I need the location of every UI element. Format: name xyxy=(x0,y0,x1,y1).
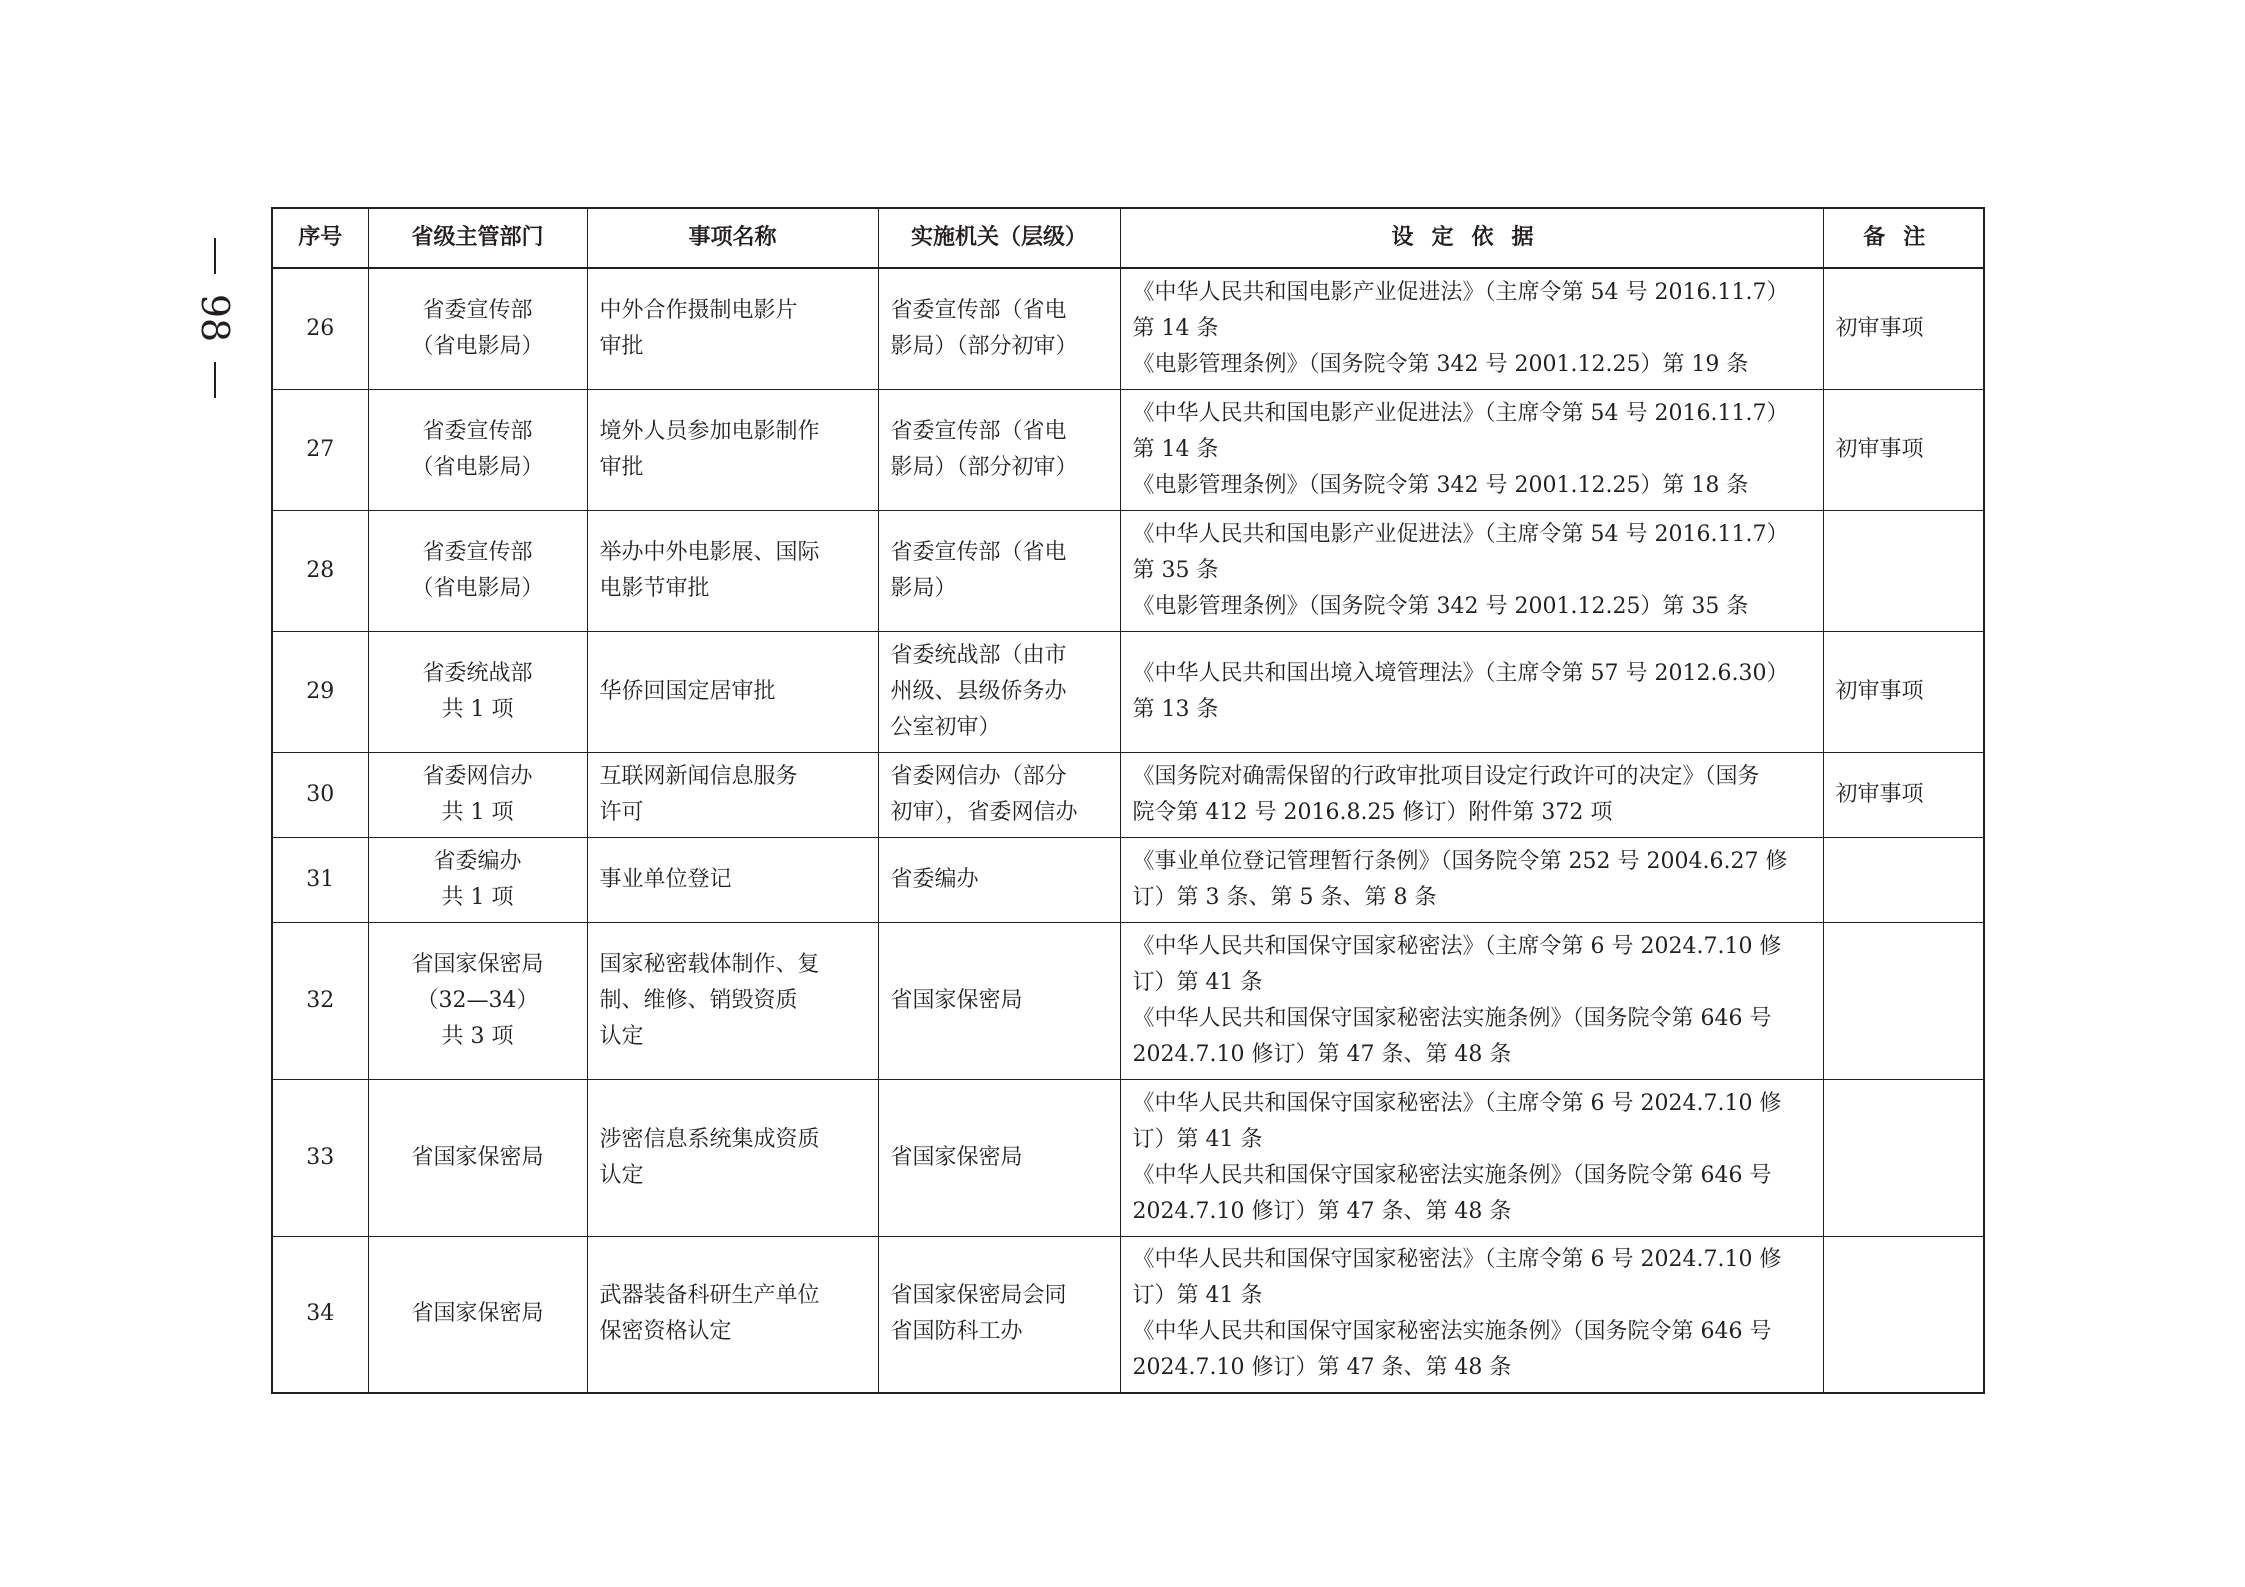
cell-basis-line: 《中华人民共和国电影产业促进法》（主席令第 54 号 2016.11.7） xyxy=(1132,279,1789,305)
cell-basis-line: 订）第 41 条 xyxy=(1132,969,1263,995)
cell-name xyxy=(587,1236,878,1393)
cell-note: 初审事项 xyxy=(1823,631,1984,752)
cell-name-line: 许可 xyxy=(599,799,644,825)
cell-no: 32 xyxy=(272,922,368,1079)
cell-basis-line: 《中华人民共和国保守国家秘密法实施条例》（国务院令第 646 号 xyxy=(1132,1005,1772,1031)
cell-name xyxy=(587,1079,878,1236)
cell-name-line: 认定 xyxy=(599,1162,644,1188)
cell-basis xyxy=(1120,1079,1823,1236)
cell-basis xyxy=(1120,922,1823,1079)
cell-org-line: 州级、县级侨务办 xyxy=(890,678,1067,704)
cell-name-line: 境外人员参加电影制作 xyxy=(599,418,820,444)
cell-org-line: 省国防科工办 xyxy=(890,1319,1023,1345)
cell-org-line: 省委编办 xyxy=(890,866,979,892)
cell-name-line: 涉密信息系统集成资质 xyxy=(599,1126,820,1152)
cell-basis-line: 《中华人民共和国保守国家秘密法》（主席令第 6 号 2024.7.10 修 xyxy=(1132,933,1782,959)
cell-org xyxy=(878,752,1120,837)
cell-org-line: 影局）（部分初审） xyxy=(890,454,1078,480)
cell-dept-line: 共 3 项 xyxy=(441,1023,514,1049)
cell-basis-line: 《事业单位登记管理暂行条例》（国务院令第 252 号 2004.6.27 修 xyxy=(1132,848,1788,874)
approval-items-table xyxy=(271,207,1985,1394)
cell-dept-line: 省委宣传部 xyxy=(422,539,533,565)
cell-name-line: 认定 xyxy=(599,1023,644,1049)
cell-name-line: 国家秘密载体制作、复 xyxy=(599,951,820,977)
cell-dept-line: （省电影局） xyxy=(411,454,544,480)
cell-basis-line: 院令第 412 号 2016.8.25 修订）附件第 372 项 xyxy=(1132,799,1613,825)
cell-dept-line: 省委统战部 xyxy=(422,660,533,686)
page-number xyxy=(190,238,240,398)
cell-dept xyxy=(368,922,587,1079)
cell-no: 33 xyxy=(272,1079,368,1236)
cell-basis-line: 2024.7.10 修订）第 47 条、第 48 条 xyxy=(1132,1041,1512,1067)
table-header-row xyxy=(272,208,1984,268)
cell-org-line: 省委统战部（由市 xyxy=(890,642,1067,668)
cell-org-line: 影局）（部分初审） xyxy=(890,333,1078,359)
table-row xyxy=(272,510,1984,631)
cell-basis-line: 《电影管理条例》（国务院令第 342 号 2001.12.25）第 19 条 xyxy=(1132,351,1749,377)
cell-basis-line: 《中华人民共和国保守国家秘密法》（主席令第 6 号 2024.7.10 修 xyxy=(1132,1090,1782,1116)
cell-dept-line: 省国家保密局 xyxy=(411,951,544,977)
cell-basis-line: 订）第 3 条、第 5 条、第 8 条 xyxy=(1132,884,1437,910)
cell-org-line: 省委宣传部（省电 xyxy=(890,539,1067,565)
cell-name xyxy=(587,510,878,631)
cell-dept-line: 共 1 项 xyxy=(441,799,514,825)
table-row xyxy=(272,631,1984,752)
cell-dept-line: 省委编办 xyxy=(433,848,522,874)
table-row xyxy=(272,268,1984,389)
cell-no: 30 xyxy=(272,752,368,837)
cell-dept-line: 省委宣传部 xyxy=(422,297,533,323)
cell-dept xyxy=(368,389,587,510)
cell-name-line: 事业单位登记 xyxy=(599,866,732,892)
cell-no: 31 xyxy=(272,837,368,922)
cell-org xyxy=(878,1079,1120,1236)
cell-org xyxy=(878,510,1120,631)
cell-no: 34 xyxy=(272,1236,368,1393)
cell-name-line: 制、维修、销毁资质 xyxy=(599,987,798,1013)
cell-dept xyxy=(368,1236,587,1393)
cell-dept-line: （省电影局） xyxy=(411,333,544,359)
cell-no: 29 xyxy=(272,631,368,752)
cell-no: 28 xyxy=(272,510,368,631)
cell-name-line: 保密资格认定 xyxy=(599,1319,732,1345)
cell-dept xyxy=(368,837,587,922)
cell-basis xyxy=(1120,1236,1823,1393)
cell-note: 初审事项 xyxy=(1823,268,1984,389)
cell-dept xyxy=(368,631,587,752)
header-note: 备注 xyxy=(1823,208,1984,268)
table-row xyxy=(272,1236,1984,1393)
cell-basis xyxy=(1120,268,1823,389)
cell-note xyxy=(1823,1236,1984,1393)
cell-name-line: 互联网新闻信息服务 xyxy=(599,763,798,789)
cell-org xyxy=(878,389,1120,510)
cell-name-line: 中外合作摄制电影片 xyxy=(599,297,798,323)
cell-basis-line: 《电影管理条例》（国务院令第 342 号 2001.12.25）第 18 条 xyxy=(1132,472,1749,498)
cell-name xyxy=(587,837,878,922)
cell-dept-line: 共 1 项 xyxy=(441,884,514,910)
header-dept: 省级主管部门 xyxy=(368,208,587,268)
cell-dept-line: 共 1 项 xyxy=(441,696,514,722)
cell-org xyxy=(878,837,1120,922)
cell-name xyxy=(587,631,878,752)
cell-basis xyxy=(1120,837,1823,922)
cell-basis-line: 《中华人民共和国保守国家秘密法实施条例》（国务院令第 646 号 xyxy=(1132,1162,1772,1188)
cell-name-line: 华侨回国定居审批 xyxy=(599,678,776,704)
cell-name xyxy=(587,389,878,510)
header-basis: 设定依据 xyxy=(1120,208,1823,268)
cell-basis xyxy=(1120,510,1823,631)
cell-basis-line: 《电影管理条例》（国务院令第 342 号 2001.12.25）第 35 条 xyxy=(1132,593,1749,619)
cell-basis-line: 2024.7.10 修订）第 47 条、第 48 条 xyxy=(1132,1355,1512,1381)
cell-basis-line: 2024.7.10 修订）第 47 条、第 48 条 xyxy=(1132,1198,1512,1224)
cell-basis-line: 《中华人民共和国出境入境管理法》（主席令第 57 号 2012.6.30） xyxy=(1132,660,1789,686)
page-number-dash-bottom xyxy=(214,362,216,398)
page-number-text: 98 xyxy=(192,293,237,343)
cell-basis xyxy=(1120,752,1823,837)
cell-dept-line: 省委宣传部 xyxy=(422,418,533,444)
cell-org xyxy=(878,922,1120,1079)
cell-org-line: 省委宣传部（省电 xyxy=(890,297,1067,323)
cell-dept xyxy=(368,510,587,631)
cell-name xyxy=(587,268,878,389)
cell-org-line: 省委宣传部（省电 xyxy=(890,418,1067,444)
cell-dept xyxy=(368,752,587,837)
cell-note xyxy=(1823,510,1984,631)
cell-dept-line: （32—34） xyxy=(416,987,539,1013)
cell-basis-line: 第 35 条 xyxy=(1132,557,1219,583)
cell-name-line: 审批 xyxy=(599,454,644,480)
cell-note xyxy=(1823,1079,1984,1236)
cell-org-line: 省国家保密局会同 xyxy=(890,1283,1067,1309)
cell-basis-line: 《中华人民共和国电影产业促进法》（主席令第 54 号 2016.11.7） xyxy=(1132,521,1789,547)
header-name: 事项名称 xyxy=(587,208,878,268)
cell-basis-line: 《中华人民共和国保守国家秘密法实施条例》（国务院令第 646 号 xyxy=(1132,1319,1772,1345)
cell-name-line: 武器装备科研生产单位 xyxy=(599,1283,820,1309)
cell-dept-line: 省国家保密局 xyxy=(411,1144,544,1170)
cell-note: 初审事项 xyxy=(1823,389,1984,510)
cell-no: 26 xyxy=(272,268,368,389)
table-row xyxy=(272,389,1984,510)
cell-note: 初审事项 xyxy=(1823,752,1984,837)
cell-org xyxy=(878,268,1120,389)
cell-basis-line: 订）第 41 条 xyxy=(1132,1283,1263,1309)
cell-name-line: 审批 xyxy=(599,333,644,359)
table-body xyxy=(272,268,1984,1393)
table-row xyxy=(272,1079,1984,1236)
cell-dept xyxy=(368,1079,587,1236)
cell-name-line: 举办中外电影展、国际 xyxy=(599,539,820,565)
cell-basis-line: 订）第 41 条 xyxy=(1132,1126,1263,1152)
cell-basis-line: 《中华人民共和国电影产业促进法》（主席令第 54 号 2016.11.7） xyxy=(1132,400,1789,426)
cell-name-line: 电影节审批 xyxy=(599,575,710,601)
cell-org-line: 省委网信办（部分 xyxy=(890,763,1067,789)
cell-note xyxy=(1823,922,1984,1079)
cell-dept-line: 省委网信办 xyxy=(422,763,533,789)
cell-basis-line: 第 13 条 xyxy=(1132,696,1219,722)
cell-basis-line: 第 14 条 xyxy=(1132,436,1219,462)
cell-basis xyxy=(1120,631,1823,752)
cell-basis-line: 《国务院对确需保留的行政审批项目设定行政许可的决定》（国务 xyxy=(1132,763,1760,789)
cell-org-line: 省国家保密局 xyxy=(890,1144,1023,1170)
cell-org xyxy=(878,1236,1120,1393)
cell-no: 27 xyxy=(272,389,368,510)
cell-name xyxy=(587,922,878,1079)
cell-dept xyxy=(368,268,587,389)
table-row xyxy=(272,752,1984,837)
header-no: 序号 xyxy=(272,208,368,268)
cell-note xyxy=(1823,837,1984,922)
cell-basis xyxy=(1120,389,1823,510)
cell-org-line: 影局） xyxy=(890,575,957,601)
page-number-dash-top xyxy=(214,238,216,274)
header-org: 实施机关（层级） xyxy=(878,208,1120,268)
table-row xyxy=(272,837,1984,922)
cell-basis-line: 《中华人民共和国保守国家秘密法》（主席令第 6 号 2024.7.10 修 xyxy=(1132,1247,1782,1273)
cell-org-line: 省国家保密局 xyxy=(890,987,1023,1013)
cell-org xyxy=(878,631,1120,752)
table-row xyxy=(272,922,1984,1079)
cell-basis-line: 第 14 条 xyxy=(1132,315,1219,341)
cell-org-line: 公室初审） xyxy=(890,714,1001,740)
cell-dept-line: （省电影局） xyxy=(411,575,544,601)
cell-name xyxy=(587,752,878,837)
cell-org-line: 初审），省委网信办 xyxy=(890,799,1078,825)
cell-dept-line: 省国家保密局 xyxy=(411,1301,544,1327)
